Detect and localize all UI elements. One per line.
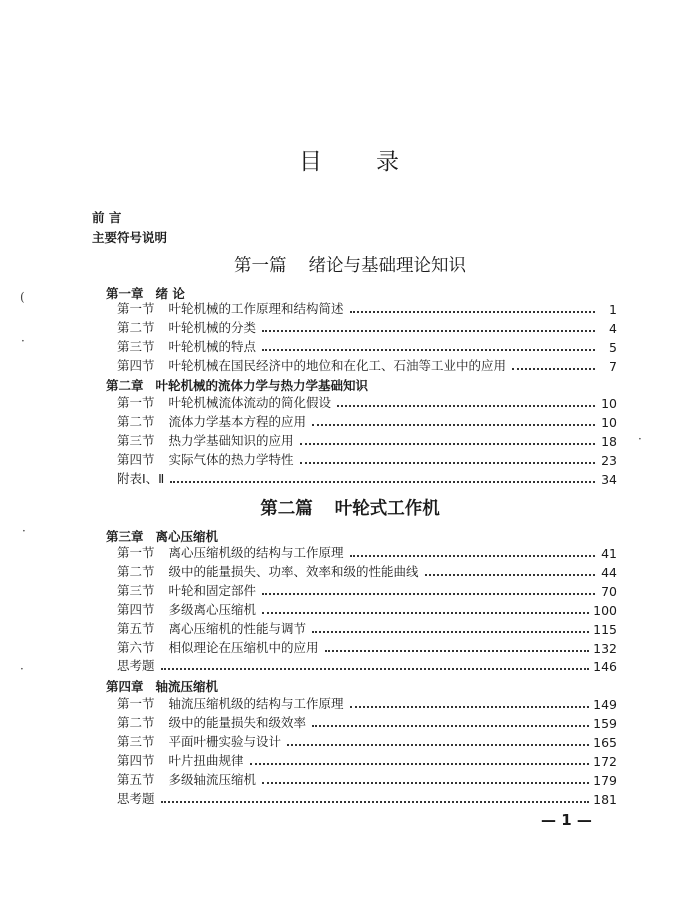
dot-leader [262, 330, 595, 332]
page-number: 159 [593, 716, 617, 731]
section-number: 第二节 [117, 564, 155, 579]
chapter-label: 第二章 [106, 378, 144, 393]
section-number: 第四节 [117, 602, 155, 617]
page-number: 149 [593, 697, 617, 712]
section-title: 热力学基础知识的应用 [168, 433, 294, 448]
dot-leader [262, 593, 595, 595]
page-number: 115 [593, 622, 617, 637]
dot-leader [425, 574, 595, 576]
section-number: 第三节 [117, 339, 155, 354]
section-number: 第二节 [117, 715, 155, 730]
page-number: 10 [601, 396, 617, 411]
toc-entry[interactable] [117, 469, 617, 487]
toc-entry[interactable] [117, 543, 617, 561]
toc-entry[interactable] [117, 299, 617, 317]
page-number: 1 [609, 302, 617, 317]
page-number: 4 [609, 321, 617, 336]
dot-leader [350, 555, 595, 557]
toc-entry[interactable] [117, 770, 617, 788]
page-number: 165 [593, 735, 617, 750]
toc-entry[interactable] [117, 694, 617, 712]
chapter-label: 第三章 [106, 529, 144, 544]
toc-entry[interactable] [117, 318, 617, 336]
section-title: 实际气体的热力学特性 [168, 452, 294, 467]
page-number: 172 [593, 754, 617, 769]
page-footer-number: — 1 — [541, 811, 592, 829]
section-number: 第三节 [117, 583, 155, 598]
toc-entry[interactable] [117, 656, 617, 674]
section-title: 思考题 [117, 791, 155, 806]
page-number: 70 [601, 584, 617, 599]
section-number: 第一节 [117, 696, 155, 711]
dot-leader [250, 763, 590, 765]
dot-leader [337, 405, 595, 407]
dot-leader [262, 349, 595, 351]
toc-entry[interactable] [117, 751, 617, 769]
section-number: 第三节 [117, 433, 155, 448]
section-title: 相似理论在压缩机中的应用 [168, 640, 319, 655]
section-number: 第一节 [117, 545, 155, 560]
section-number: 第三节 [117, 734, 155, 749]
page-number: 7 [609, 359, 617, 374]
section-number: 第四节 [117, 358, 155, 373]
part-heading[interactable] [0, 495, 700, 520]
dot-leader [161, 668, 590, 670]
page-number: 34 [601, 472, 617, 487]
toc-entry[interactable] [117, 713, 617, 731]
section-title: 流体力学基本方程的应用 [168, 414, 307, 429]
dot-leader [312, 424, 595, 426]
section-title: 叶轮机械的工作原理和结构简述 [168, 301, 344, 316]
part-title: 绪论与基础理论知识 [308, 256, 466, 276]
title-char-2: 录 [376, 149, 401, 175]
section-title: 叶轮机械流体流动的简化假设 [168, 395, 332, 410]
chapter-heading[interactable] [106, 677, 218, 695]
page-number: 179 [593, 773, 617, 788]
dot-leader [170, 481, 595, 483]
section-title: 叶轮机械在国民经济中的地位和在化工、石油等工业中的应用 [168, 358, 507, 373]
toc-entry[interactable] [117, 393, 617, 411]
chapter-title: 绪 论 [155, 286, 185, 301]
part-title: 叶轮式工作机 [334, 499, 440, 519]
dot-leader [350, 706, 590, 708]
section-number: 第二节 [117, 414, 155, 429]
chapter-label: 第四章 [106, 679, 144, 694]
section-title: 叶片扭曲规律 [168, 753, 244, 768]
toc-entry[interactable] [117, 600, 617, 618]
title-char-1: 目 [299, 149, 324, 175]
section-title: 多级离心压缩机 [168, 602, 257, 617]
page-number: 100 [593, 603, 617, 618]
page-number: 181 [593, 792, 617, 807]
dot-leader [161, 801, 590, 803]
scan-mark: · [20, 662, 24, 676]
dot-leader [512, 368, 595, 370]
section-number: 第六节 [117, 640, 155, 655]
section-title: 离心压缩机级的结构与工作原理 [168, 545, 344, 560]
page-number: 23 [601, 453, 617, 468]
part-label: 第一篇 [234, 256, 287, 276]
dot-leader [262, 782, 589, 784]
page-title [0, 143, 700, 176]
toc-entry[interactable] [117, 732, 617, 750]
section-title: 多级轴流压缩机 [168, 772, 257, 787]
section-number: 第四节 [117, 753, 155, 768]
dot-leader [300, 443, 595, 445]
front-matter-symbols[interactable]: 主要符号说明 [92, 230, 168, 245]
page-number: 41 [601, 546, 617, 561]
scan-mark: ( [20, 290, 25, 304]
section-title: 叶轮和固定部件 [168, 583, 257, 598]
section-title: 叶轮机械的分类 [168, 320, 257, 335]
section-title: 离心压缩机的性能与调节 [168, 621, 307, 636]
section-title: 轴流压缩机级的结构与工作原理 [168, 696, 344, 711]
section-title: 级中的能量损失、功率、效率和级的性能曲线 [168, 564, 419, 579]
toc-entry[interactable] [117, 412, 617, 430]
dot-leader [312, 631, 589, 633]
toc-entry[interactable] [117, 638, 617, 656]
toc-entry[interactable] [117, 450, 617, 468]
section-number: 第一节 [117, 395, 155, 410]
section-title: 平面叶栅实验与设计 [168, 734, 282, 749]
section-title: 级中的能量损失和级效率 [168, 715, 307, 730]
section-number: 第四节 [117, 452, 155, 467]
section-number: 第一节 [117, 301, 155, 316]
part-label: 第二篇 [260, 499, 313, 519]
section-number: 第五节 [117, 772, 155, 787]
chapter-label: 第一章 [106, 286, 144, 301]
page-number: 146 [593, 659, 617, 674]
toc-entry[interactable] [117, 789, 617, 807]
dot-leader [312, 725, 589, 727]
scan-mark: · [21, 334, 25, 348]
dot-leader [325, 650, 590, 652]
toc-entry[interactable] [117, 619, 617, 637]
toc-entry[interactable] [117, 562, 617, 580]
chapter-title: 叶轮机械的流体力学与热力学基础知识 [155, 378, 369, 393]
chapter-title: 离心压缩机 [155, 529, 219, 544]
section-number: 第五节 [117, 621, 155, 636]
toc-entry[interactable] [117, 431, 617, 449]
dot-leader [350, 311, 595, 313]
section-title: 思考题 [117, 658, 155, 673]
dot-leader [287, 744, 589, 746]
page-number: 132 [593, 641, 617, 656]
page-number: 5 [609, 340, 617, 355]
dot-leader [300, 462, 595, 464]
section-number: 第二节 [117, 320, 155, 335]
toc-entry[interactable] [117, 581, 617, 599]
scan-mark: · [638, 432, 642, 446]
page-number: 18 [601, 434, 617, 449]
section-title: 叶轮机械的特点 [168, 339, 257, 354]
chapter-heading[interactable] [106, 376, 368, 394]
scan-mark: · [22, 524, 26, 538]
page-number: 10 [601, 415, 617, 430]
section-title: 附表Ⅰ、Ⅱ [117, 471, 165, 486]
chapter-title: 轴流压缩机 [155, 679, 219, 694]
front-matter-preface[interactable]: 前 言 [92, 210, 122, 225]
toc-entry[interactable] [117, 337, 617, 355]
toc-entry[interactable] [117, 356, 617, 374]
page-number: 44 [601, 565, 617, 580]
part-heading[interactable] [0, 252, 700, 277]
dot-leader [262, 612, 589, 614]
